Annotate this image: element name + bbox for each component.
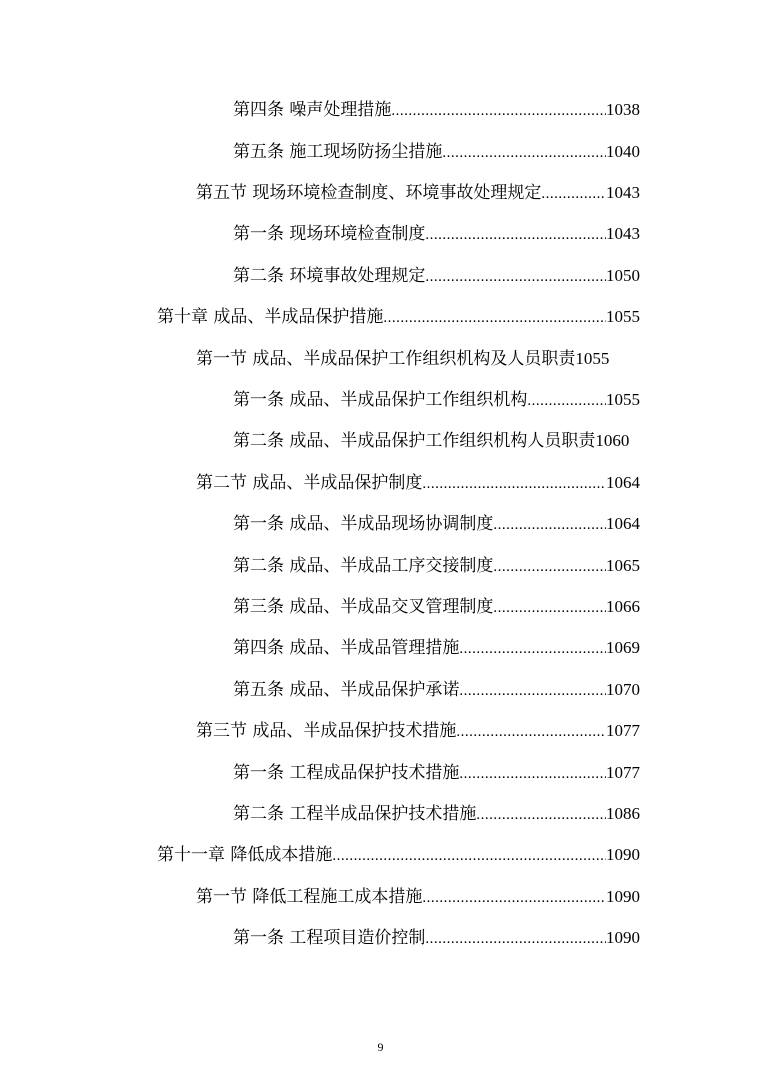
toc-entry-label: 第一条 现场环境检查制度 [233,224,426,244]
toc-entry-page: 1038 [606,100,640,119]
toc-entry-label: 第一条 工程项目造价控制 [233,928,426,948]
toc-entry[interactable] [233,511,640,537]
dot-leader [456,719,606,745]
toc-entry-page: 1043 [606,224,640,243]
toc-entry[interactable] [233,97,640,123]
dot-leader [391,98,606,124]
toc-entry-page: 1065 [606,556,640,575]
toc-entry-label: 第十一章 降低成本措施 [157,845,333,865]
dot-leader [541,181,606,207]
toc-entry-page: 1077 [606,721,640,740]
dot-leader [493,595,606,621]
dot-leader [422,885,606,911]
toc-entry-page: 1050 [606,266,640,285]
toc-entry[interactable] [233,925,640,951]
toc-entry-label: 第五条 成品、半成品保护承诺 [233,680,460,700]
dot-leader [527,388,606,414]
toc-entry[interactable] [233,263,640,289]
toc-entry[interactable] [157,842,640,868]
toc-entry[interactable] [196,180,640,206]
dot-leader [442,140,606,166]
toc-entry[interactable] [233,428,629,454]
toc-entry[interactable] [233,760,640,786]
dot-leader [493,512,606,538]
toc-entry-label: 第三节 成品、半成品保护技术措施 [196,721,457,741]
toc-entry-label: 第二条 工程半成品保护技术措施 [233,804,477,824]
dot-leader [459,761,606,787]
toc-entry-page: 1043 [606,183,640,202]
toc-entry[interactable] [196,346,609,372]
toc-entry-page: 1086 [606,804,640,823]
toc-entry-page: 1055 [606,307,640,326]
toc-entry-label: 第四条 噪声处理措施 [233,100,392,120]
dot-leader [476,802,606,828]
toc-entry-page: 1077 [606,763,640,782]
toc-entry-page: 1040 [606,142,640,161]
toc-entry-label: 第五节 现场环境检查制度、环境事故处理规定 [196,183,542,203]
toc-entry-page: 1064 [606,514,640,533]
toc-entry[interactable] [233,635,640,661]
toc-entry-label: 第一条 成品、半成品现场协调制度 [233,514,494,534]
dot-leader [459,636,606,662]
toc-entry[interactable] [196,470,640,496]
toc-entry-page: 1055 [575,349,610,368]
dot-leader [425,222,606,248]
dot-leader [332,843,606,869]
toc-entry-label: 第二条 环境事故处理规定 [233,266,426,286]
toc-entry[interactable] [233,553,640,579]
toc-entry-page: 1090 [606,928,640,947]
toc-entry-page: 1060 [595,431,630,450]
toc-entry-page: 1055 [606,390,640,409]
toc-entry[interactable] [233,677,640,703]
toc-entry-label: 第一条 成品、半成品保护工作组织机构 [233,390,528,410]
toc-entry-label: 第五条 施工现场防扬尘措施 [233,142,443,162]
toc-entry-page: 1090 [606,845,640,864]
dot-leader [422,471,606,497]
toc-entry-label: 第一节 降低工程施工成本措施 [196,887,423,907]
toc-entry-label: 第三条 成品、半成品交叉管理制度 [233,597,494,617]
toc-entry-page: 1070 [606,680,640,699]
toc-entry-label: 第十章 成品、半成品保护措施 [157,307,384,327]
toc-entry-page: 1090 [606,887,640,906]
toc-entry-page: 1064 [606,473,640,492]
dot-leader [425,264,606,290]
toc-entry-label: 第四条 成品、半成品管理措施 [233,638,460,658]
toc-entry[interactable] [233,387,640,413]
toc-entry[interactable] [233,594,640,620]
toc-entry-label: 第二条 成品、半成品保护工作组织机构人员职责 [233,431,596,451]
toc-entry[interactable] [196,884,640,910]
toc-entry[interactable] [233,221,640,247]
toc-entry-page: 1069 [606,638,640,657]
toc-entry-label: 第二条 成品、半成品工序交接制度 [233,556,494,576]
dot-leader [425,926,606,952]
dot-leader [459,678,606,704]
dot-leader [383,305,606,331]
toc-entry-label: 第二节 成品、半成品保护制度 [196,473,423,493]
toc-entry[interactable] [196,718,640,744]
toc-entry-page: 1066 [606,597,640,616]
toc-entry-label: 第一节 成品、半成品保护工作组织机构及人员职责 [196,349,576,369]
dot-leader [493,554,606,580]
toc-entry[interactable] [157,304,640,330]
toc-entry-label: 第一条 工程成品保护技术措施 [233,763,460,783]
page-number: 9 [377,1040,384,1054]
toc-entry[interactable] [233,139,640,165]
toc-entry[interactable] [233,801,640,827]
